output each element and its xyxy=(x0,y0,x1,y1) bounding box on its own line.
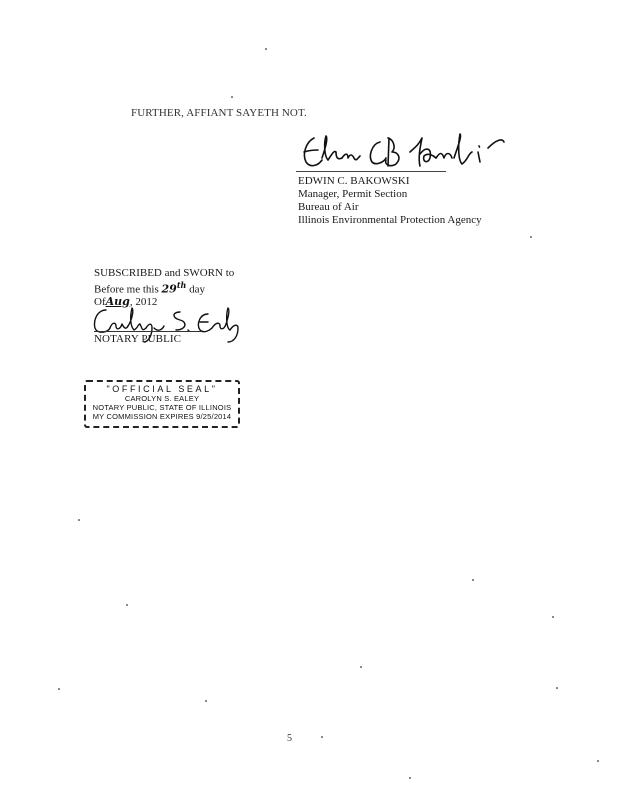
jurat-line-2-suffix: day xyxy=(189,283,205,296)
scan-speck xyxy=(126,604,128,606)
scan-speck xyxy=(552,616,554,618)
official-notary-seal xyxy=(84,380,240,428)
page-number: 5 xyxy=(287,733,292,744)
scan-speck xyxy=(556,687,558,689)
notary-signature-line xyxy=(94,331,202,332)
scan-speck xyxy=(597,760,599,762)
scan-speck xyxy=(530,236,532,238)
scan-speck xyxy=(409,777,411,779)
notary-public-label: NOTARY PUBLIC xyxy=(94,333,182,345)
affiant-title: Manager, Permit Section xyxy=(298,188,408,200)
jurat-day-suffix: th xyxy=(176,280,187,290)
affiant-signature-line xyxy=(296,171,446,172)
affiant-name: EDWIN C. BAKOWSKI xyxy=(298,175,410,187)
jurat-line-2-prefix: Before me this xyxy=(94,283,159,296)
affiant-info xyxy=(298,175,482,227)
scan-speck xyxy=(472,579,474,581)
jurat-line-2 xyxy=(94,279,234,296)
scan-speck xyxy=(78,519,80,521)
scan-speck xyxy=(205,700,207,702)
jurat-line-3-suffix: , 2012 xyxy=(129,295,158,308)
scan-speck xyxy=(265,48,267,50)
jurat-month: Aug xyxy=(105,294,130,308)
jurat-day: 29 xyxy=(161,282,177,296)
jurat-line-1: SUBSCRIBED and SWORN to xyxy=(94,267,235,279)
jurat-line-3-prefix: Of xyxy=(94,295,106,308)
seal-state: NOTARY PUBLIC, STATE OF ILLINOIS xyxy=(92,403,232,412)
closing-statement: FURTHER, AFFIANT SAYETH NOT. xyxy=(131,107,307,119)
seal-notary-name: CAROLYN S. EALEY xyxy=(124,394,200,403)
affiant-agency: Illinois Environmental Protection Agency xyxy=(298,214,482,226)
scan-speck xyxy=(321,736,323,738)
scan-speck xyxy=(58,688,60,690)
affiant-signature xyxy=(292,128,507,180)
scan-speck xyxy=(360,666,362,668)
scan-speck xyxy=(231,96,233,98)
affiant-bureau: Bureau of Air xyxy=(298,201,359,213)
seal-commission-expiry: MY COMMISSION EXPIRES 9/25/2014 xyxy=(92,412,232,421)
seal-title: "OFFICIAL SEAL" xyxy=(106,384,218,394)
